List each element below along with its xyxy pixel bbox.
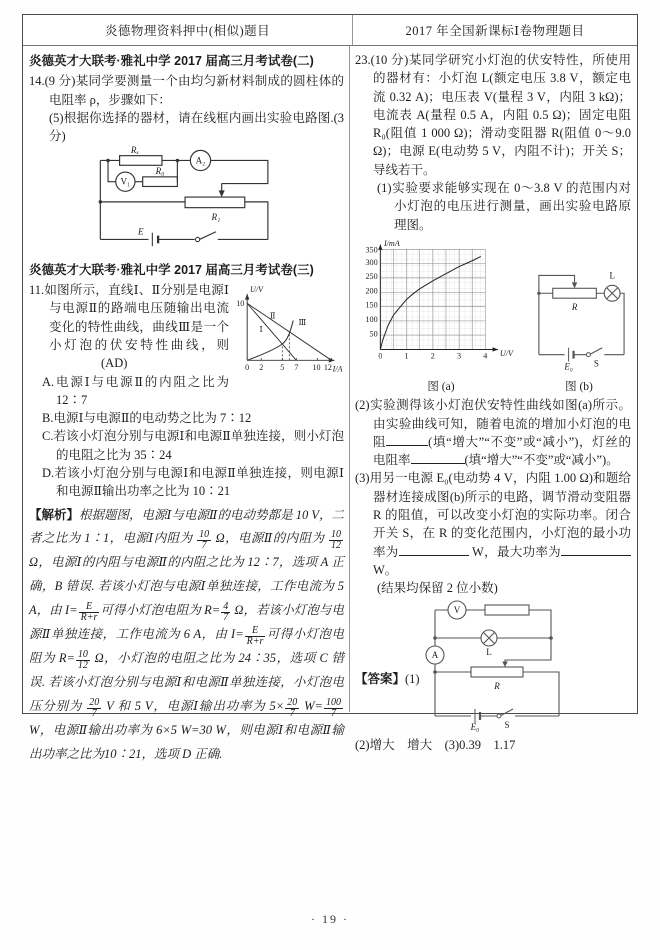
figure-b-caption: 图 (b) [565, 381, 593, 394]
switch-s-label: S [593, 358, 599, 369]
figure-a-caption: 图 (a) [427, 381, 455, 394]
fig-a-xtick-2: 2 [430, 351, 435, 361]
problem-11-block [29, 281, 344, 372]
problem-14-circuit-figure [29, 147, 344, 256]
figure-b [527, 263, 631, 394]
problem-14-sub5-text: (5)根据你选择的器材，请在线框内画出实验电路图.(3 分) [49, 110, 344, 144]
ammeter-a2-label: A₂ [195, 155, 205, 166]
switch-s-label-answer: S [504, 719, 510, 730]
x-tick-0: 0 [245, 362, 250, 372]
x-tick-5: 5 [280, 362, 285, 372]
problem-23-q2-text: (2)实验测得该小灯泡伏安特性曲线如图(a)所示。由实验曲线可知，随着电流的增加小灯泡的电阻 (填“增大”“不变”或“减小”)，灯丝的电阻率 (填“增大”“不变”或“减小”)。 [355, 398, 631, 468]
header-right-title: 2017 年全国新课标Ⅰ卷物理题目 [405, 24, 585, 38]
fig-a-ytick-150: 150 [365, 300, 378, 310]
circuit-diagram-answer [413, 598, 573, 732]
left-column [23, 46, 350, 761]
exam-table [22, 14, 638, 761]
fig-a-ytick-300: 300 [365, 257, 378, 267]
analysis-paragraph [29, 504, 344, 767]
fig-a-xtick-0: 0 [378, 351, 383, 361]
fig-a-xtick-3: 3 [457, 351, 462, 361]
circuit-diagram-fig-b [527, 263, 631, 375]
slider-arrow-icon [218, 191, 224, 198]
option-b: B.电源Ⅰ与电源Ⅱ的电动势之比为 7∶12 [42, 411, 252, 426]
y-axis-label: U/V [250, 285, 264, 295]
problem-23-q3-text: (3)用另一电源 E₀(电动势 4 V，内阻 1.00 Ω)和题给器材连接成图(b)所示的电路，调节滑动变阻器 R 的阻值，可以改变小灯泡的实际功率。闭合开关 S，在 R 的变化范围内，小灯泡的最小功率为 W，最大功率为 W。 [355, 471, 631, 577]
option-a: A.电源Ⅰ与电源Ⅱ的内阻之比为 12∶7 [42, 374, 229, 407]
answer-block [355, 598, 631, 736]
battery-e-label: E [137, 227, 144, 238]
header-left-title: 炎德物理资料押中(相似)题目 [23, 15, 353, 45]
rheostat-r-label: R [571, 302, 578, 313]
option-c: C.若该小灯泡分别与电源Ⅰ和电源Ⅱ单独连接，则小灯泡的电阻之比为 35∶24 [42, 429, 344, 462]
x-tick-2: 2 [259, 362, 264, 372]
analysis-body: 根据题图，电源Ⅰ与电源Ⅱ的电动势都是 10 V，二者之比为 1∶1，电源Ⅰ内阻为 $\frac{10}{7}$ Ω，电源Ⅱ的内阻为 $\frac{10}{12}$ Ω，电源Ⅰ的内阻与电源Ⅱ的内阻之比为 12∶7，选项 A 正确，B 错误. 若该小灯泡与电源Ⅰ单独连接，工作电流为 5 A，由 I= $\frac{E}{R+r}$ 可得小灯泡电阻为 R= $\frac{4}{7}$ Ω，若该小灯泡与电源Ⅱ单独连接，工作电流为 6 A，由 I= $\frac{E}{R+r}$ 可得小灯泡电阻为 R= $\frac{10}{12}$ Ω，小灯泡的电阻之比为 24∶35，选项 C 错误. 若该小灯泡分别与电源Ⅰ和电源Ⅱ单独连接，小灯泡电压分别为 $\frac{20}{7}$ V 和 5 V，电源Ⅰ输出功率为 5× $\frac{20}{7}$ W= $\frac{100}{7}$ W，电源Ⅱ输出功率为 6×5 W=30 W，则电源Ⅰ和电源Ⅱ输出功率之比为10∶21，选项 D 正确. [29, 507, 344, 761]
answer-label-num: (1) [405, 671, 420, 686]
page-number: · 19 · [311, 912, 349, 926]
lamp-l-label-answer: L [486, 646, 492, 657]
voltmeter-v1-label: V₁ [119, 177, 130, 188]
problem-11-text: 11.如图所示，直线Ⅰ、Ⅱ分别是电源Ⅰ与电源Ⅱ的路端电压随输出电流变化的特性曲线，曲线Ⅲ是一个小灯泡的伏安特性曲线，则(AD) [29, 283, 229, 371]
x-tick-12: 12 [323, 362, 332, 372]
figure-a [355, 237, 527, 394]
lamp-l-label: L [609, 270, 615, 281]
option-d: D.若该小灯泡分别与电源Ⅰ和电源Ⅱ单独连接，则电源Ⅰ和电源Ⅱ输出功率之比为 10∶21 [42, 466, 344, 499]
line-II-label: Ⅱ [269, 311, 276, 321]
voltmeter-v-label: V [453, 604, 461, 615]
exam3-title: 炎德英才大联考·雅礼中学 2017 届高三月考试卷(三) [29, 262, 314, 277]
fig-a-ytick-250: 250 [365, 272, 378, 282]
y-tick-10: 10 [236, 299, 245, 309]
rheostat-r-label-answer: R [494, 680, 500, 691]
line-I-label: Ⅰ [259, 324, 263, 334]
battery-e0-label-answer: E₀ [470, 721, 480, 732]
x-axis-label: I/A [332, 364, 343, 374]
fig-a-y-axis-label: I/mA [383, 239, 400, 249]
circuit-diagram-problem14 [71, 147, 303, 251]
resistor-rx-label: Rₓ [130, 145, 139, 156]
problem-23-q1-text: (1)实验要求能够实现在 0～3.8 V 的范围内对小灯泡的电压进行测量，画出实验电路原理图。 [377, 181, 631, 232]
problem-23-text: 23.(10 分)某同学研究小灯泡的伏安特性，所使用的器材有：小灯泡 L(额定电压 3.8 V，额定电流 0.32 A)；电压表 V(量程 3 V，内阻 3 kΩ)；电流表 A(量程 0.5 A，内阻 0.5 Ω)；固定电阻 R₀(阻值 1 000 Ω)；滑动变阻器 R(阻值 0～9.0 Ω)；电源 E(电动势 5 V，内阻不计)；开关 S；导线若干。 [355, 53, 631, 177]
rounding-note: (结果均保留 2 位小数) [377, 581, 498, 596]
fig-a-xtick-4: 4 [483, 351, 488, 361]
fig-a-x-axis-label: U/V [499, 348, 513, 358]
x-tick-7: 7 [294, 362, 299, 372]
answer-label [355, 670, 420, 688]
right-column [350, 46, 637, 752]
problem-11-graph-figure [232, 281, 344, 382]
x-tick-10: 10 [312, 362, 321, 372]
answer-label-bold: 【答案】 [355, 671, 406, 686]
rheostat-r1-label: R₁ [211, 212, 220, 223]
lamp-vi-curve-chart [355, 237, 527, 375]
curve-III-label: Ⅲ [298, 318, 307, 328]
exam2-title: 炎德英才大联考·雅礼中学 2017 届高三月考试卷(二) [29, 54, 314, 68]
analysis-label: 【解析】 [29, 507, 80, 522]
answer-circuit-figure [413, 598, 573, 737]
table-header-row [23, 15, 637, 46]
problem-14-text: 14.(9 分)某同学要测量一个由均匀新材料制成的圆柱体的电阻率 ρ，步骤如下： [29, 74, 344, 107]
answer-2-3-text: (2)增大 增大 (3)0.39 1.17 [355, 737, 516, 752]
fig-a-ytick-100: 100 [365, 314, 378, 324]
uv-ia-graph [232, 281, 344, 377]
resistor-r0-label: R₀ [155, 166, 164, 177]
ammeter-a-label: A [431, 649, 439, 660]
battery-e0-label: E₀ [564, 361, 573, 372]
figures-row [355, 237, 631, 394]
fig-a-ytick-50: 50 [369, 329, 378, 339]
fig-a-xtick-1: 1 [404, 351, 409, 361]
fig-a-ytick-200: 200 [365, 286, 378, 296]
fig-a-ytick-350: 350 [365, 245, 378, 255]
